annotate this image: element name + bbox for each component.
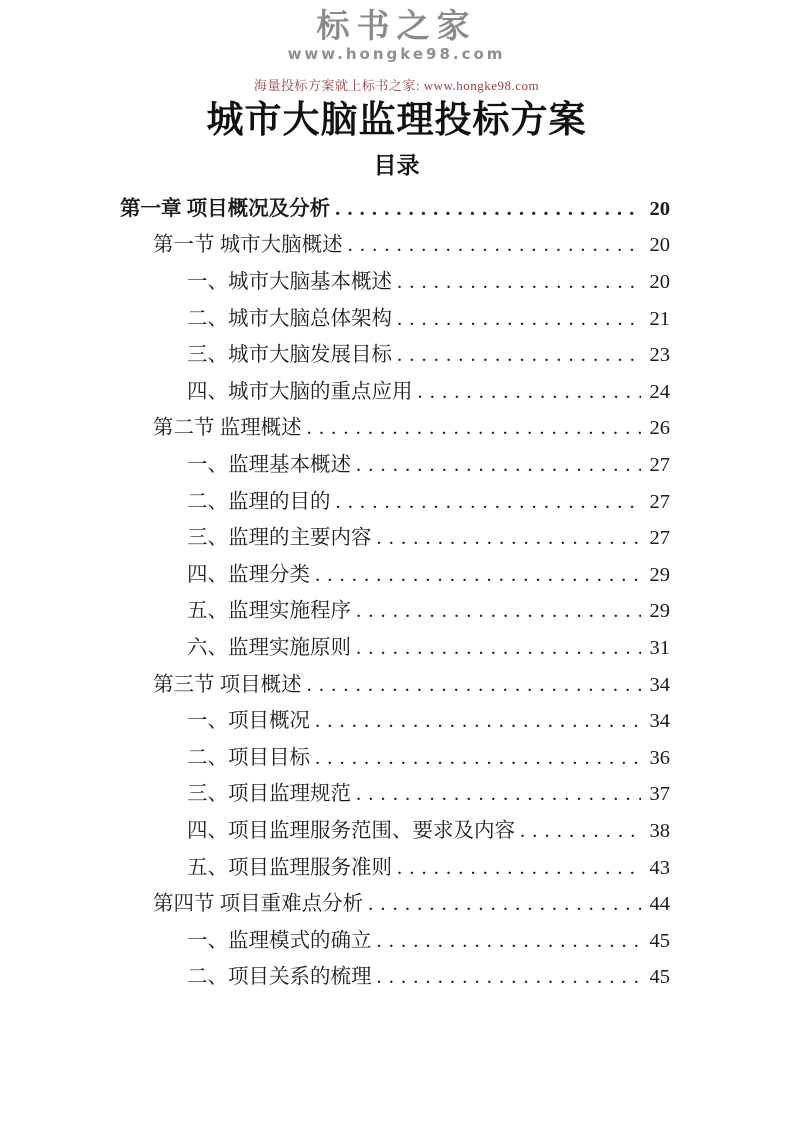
toc-leader-dots — [315, 740, 641, 777]
toc-entry — [120, 886, 670, 923]
toc-entry-label: 三、监理的主要内容 — [187, 527, 372, 550]
toc-entry-page: 29 — [649, 563, 670, 586]
toc-leader-dots — [377, 923, 642, 960]
toc-entry — [120, 703, 670, 740]
document-title: 城市大脑监理投标方案 — [206, 100, 587, 142]
toc-entry-page: 37 — [649, 783, 670, 806]
toc-entry-label: 四、项目监理服务范围、要求及内容 — [187, 819, 515, 842]
toc-heading: 目录 — [373, 153, 420, 179]
toc-entry-page: 27 — [649, 454, 670, 476]
toc-entry — [120, 667, 670, 704]
toc-entry — [120, 740, 670, 777]
toc-leader-dots — [397, 264, 641, 301]
toc-leader-dots — [335, 191, 641, 228]
toc-entry — [120, 850, 670, 887]
toc-entry-label: 四、城市大脑的重点应用 — [187, 380, 413, 403]
toc-entry-label: 四、监理分类 — [187, 563, 310, 586]
toc-entry-page: 36 — [649, 746, 670, 769]
toc-entry-page: 20 — [649, 197, 670, 220]
toc-leader-dots — [307, 667, 641, 704]
toc-entry-label: 六、监理实施原则 — [187, 636, 351, 659]
toc-entry — [120, 630, 670, 667]
toc-leader-dots — [397, 301, 641, 338]
toc-entry-page: 31 — [649, 636, 670, 659]
toc-entry-label: 一、监理基本概述 — [187, 454, 351, 476]
toc-entry-label: 一、监理模式的确立 — [187, 929, 372, 952]
toc-entry-page: 26 — [649, 417, 670, 440]
toc-entry-label: 第四节 项目重难点分析 — [153, 893, 364, 916]
toc-leader-dots — [377, 520, 642, 557]
toc-entry-page: 38 — [649, 819, 670, 842]
logo-text: 标书之家 — [316, 6, 477, 45]
toc-leader-dots — [348, 227, 641, 264]
toc-entry-label: 三、城市大脑发展目标 — [187, 344, 392, 367]
toc-entry-page: 23 — [649, 344, 670, 367]
toc-entry — [120, 959, 670, 996]
toc-entry-page: 27 — [649, 527, 670, 550]
toc-entry — [120, 447, 670, 484]
toc-entry-label: 二、监理的目的 — [187, 490, 331, 513]
logo — [0, 8, 793, 63]
toc-leader-dots — [307, 410, 641, 447]
toc-entry-page: 29 — [649, 600, 670, 623]
toc-entry-page: 44 — [649, 893, 670, 916]
toc-leader-dots — [356, 630, 641, 667]
toc-entry — [120, 410, 670, 447]
toc-entry — [120, 227, 670, 264]
toc-leader-dots — [397, 850, 641, 887]
toc-leader-dots — [397, 337, 641, 374]
toc-entry-label: 第三节 项目概述 — [153, 673, 302, 696]
toc-entry-label: 五、监理实施程序 — [187, 600, 351, 623]
toc-entry-page: 20 — [649, 271, 670, 294]
toc-entry-label: 一、项目概况 — [187, 710, 310, 733]
toc-entry-page: 21 — [649, 307, 670, 330]
toc-entry — [120, 484, 670, 521]
toc-leader-dots — [315, 557, 641, 594]
toc-leader-dots — [418, 374, 642, 411]
toc-entry-page: 45 — [649, 966, 670, 989]
toc-entry-label: 二、城市大脑总体架构 — [187, 307, 392, 330]
toc-entry-page: 24 — [649, 380, 670, 403]
toc-entry — [120, 923, 670, 960]
toc-entry — [120, 520, 670, 557]
toc-leader-dots — [336, 484, 642, 521]
toc-entry-page: 45 — [649, 929, 670, 952]
toc-list — [0, 191, 793, 996]
toc-entry — [120, 337, 670, 374]
toc-leader-dots — [315, 703, 641, 740]
logo-url-text: www.hongke98.com — [287, 45, 506, 64]
toc-leader-dots — [520, 813, 641, 850]
toc-entry-label: 三、项目监理规范 — [187, 783, 351, 806]
toc-leader-dots — [368, 886, 641, 923]
toc-entry-label: 第二节 监理概述 — [153, 417, 302, 440]
toc-entry-page: 27 — [649, 490, 670, 513]
toc-entry-label: 第一章 项目概况及分析 — [120, 197, 331, 220]
toc-leader-dots — [377, 959, 642, 996]
toc-entry-label: 第一节 城市大脑概述 — [153, 234, 343, 257]
toc-entry-label: 一、城市大脑基本概述 — [187, 271, 392, 294]
toc-entry-label: 二、项目关系的梳理 — [187, 966, 372, 989]
toc-entry-label: 五、项目监理服务准则 — [187, 856, 392, 879]
header-tagline: 海量投标方案就上标书之家: www.hongke98.com — [253, 78, 540, 94]
toc-entry — [120, 264, 670, 301]
toc-entry-page: 34 — [649, 710, 670, 733]
toc-entry — [120, 301, 670, 338]
toc-entry — [120, 593, 670, 630]
toc-entry — [120, 813, 670, 850]
toc-entry-page: 43 — [649, 856, 670, 879]
document-header — [0, 0, 793, 94]
toc-leader-dots — [356, 447, 641, 484]
toc-entry-label: 二、项目目标 — [187, 746, 310, 769]
toc-leader-dots — [356, 776, 641, 813]
toc-entry — [120, 557, 670, 594]
toc-leader-dots — [356, 593, 641, 630]
toc-entry — [120, 191, 670, 228]
toc-entry — [120, 374, 670, 411]
toc-entry-page: 34 — [649, 673, 670, 696]
toc-entry-page: 20 — [649, 234, 670, 257]
toc-entry — [120, 776, 670, 813]
